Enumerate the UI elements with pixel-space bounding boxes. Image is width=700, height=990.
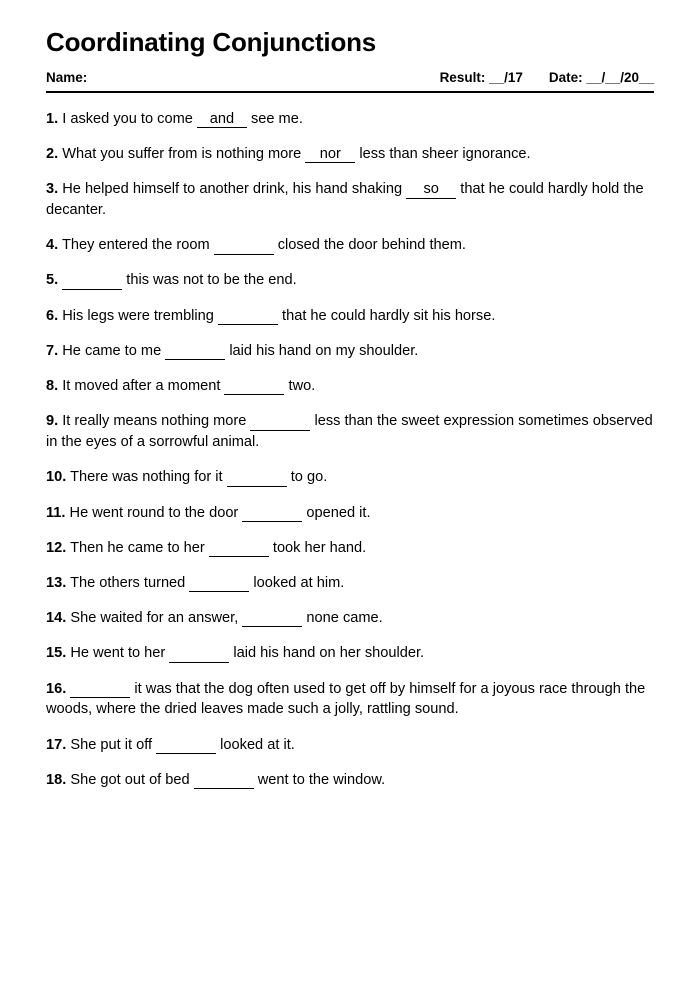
question-item	[46, 270, 654, 291]
page-title: Coordinating Conjunctions	[46, 27, 377, 57]
question-number: 15.	[46, 645, 67, 662]
questions-list	[46, 109, 654, 791]
question-number: 8.	[46, 378, 59, 395]
answer-blank[interactable]	[209, 541, 269, 557]
answer-blank[interactable]	[224, 379, 284, 395]
question-number: 1.	[46, 110, 59, 127]
worksheet-meta	[46, 70, 654, 85]
question-text-before: She got out of bed	[70, 771, 190, 788]
question-item	[46, 503, 654, 524]
question-number: 17.	[46, 736, 67, 753]
question-text-after: that he could hardly sit his horse.	[282, 307, 496, 324]
question-number: 5.	[46, 272, 59, 289]
question-item	[46, 109, 654, 130]
question-item	[46, 538, 654, 559]
question-text-after: closed the door behind them.	[277, 237, 466, 254]
question-number: 4.	[46, 237, 59, 254]
question-number: 3.	[46, 181, 59, 198]
answer-blank[interactable]	[189, 576, 249, 592]
answer-blank[interactable]	[194, 773, 254, 789]
question-text-after: less than the sweet expression sometimes observed in the eyes of a sorrowful animal.	[46, 413, 653, 451]
question-text-before: He helped himself to another drink, his hand shaking	[62, 181, 403, 198]
question-text-before: There was nothing for it	[70, 469, 223, 486]
date-field	[549, 70, 654, 85]
answer-blank[interactable]	[169, 646, 229, 662]
question-text-after: that he could hardly hold the decanter.	[46, 181, 644, 219]
question-item	[46, 573, 654, 594]
question-text-after: none came.	[306, 610, 383, 627]
question-item	[46, 735, 654, 756]
question-text-after: see me.	[250, 110, 303, 127]
question-text-before: I asked you to come	[62, 110, 193, 127]
question-text-after: to go.	[290, 469, 328, 486]
answer-blank[interactable]	[70, 682, 130, 698]
question-text-before: It moved after a moment	[62, 378, 221, 395]
question-item	[46, 341, 654, 362]
question-text-after: it was that the dog often used to get off by himself for a joyous race through the woods, where the dried leaves made such a jolly, rattling sound.	[46, 680, 646, 718]
answer-blank[interactable]	[165, 344, 225, 360]
question-text-after: laid his hand on my shoulder.	[229, 342, 419, 359]
date-value[interactable]: __/__/20__	[586, 69, 654, 85]
question-item	[46, 643, 654, 664]
answer-blank[interactable]	[218, 309, 278, 325]
answer-blank[interactable]	[214, 238, 274, 254]
question-number: 9.	[46, 413, 59, 430]
question-number: 12.	[46, 539, 67, 556]
question-item	[46, 608, 654, 629]
name-label: Name:	[46, 69, 88, 85]
question-text-after: took her hand.	[272, 539, 367, 556]
answer-blank[interactable]	[62, 273, 122, 289]
question-item	[46, 144, 654, 165]
question-text-after: opened it.	[306, 504, 371, 521]
question-text-after: laid his hand on her shoulder.	[233, 645, 425, 662]
question-text-after: went to the window.	[257, 771, 386, 788]
question-number: 2.	[46, 146, 59, 163]
question-item	[46, 179, 654, 220]
question-text-before: It really means nothing more	[62, 413, 247, 430]
answer-blank[interactable]	[242, 506, 302, 522]
answer-blank[interactable]: nor	[305, 147, 355, 163]
question-text-after: less than sheer ignorance.	[359, 146, 531, 163]
question-text-before: What you suffer from is nothing more	[62, 146, 302, 163]
question-text-before: She waited for an answer,	[70, 610, 239, 627]
question-number: 11.	[46, 504, 66, 521]
question-number: 10.	[46, 469, 67, 486]
header-divider	[46, 91, 654, 93]
question-number: 13.	[46, 574, 67, 591]
question-item	[46, 679, 654, 720]
answer-blank[interactable]: and	[197, 112, 247, 128]
question-text-before: They entered the room	[61, 237, 210, 254]
question-item	[46, 770, 654, 791]
question-item	[46, 467, 654, 488]
answer-blank[interactable]	[227, 470, 287, 486]
question-number: 7.	[46, 342, 59, 359]
question-number: 16.	[46, 680, 67, 697]
question-text-after: looked at it.	[220, 736, 295, 753]
result-label: Result:	[439, 69, 486, 85]
question-item	[46, 411, 654, 452]
question-text-before: The others turned	[70, 574, 186, 591]
question-text-after: looked at him.	[253, 574, 345, 591]
question-text-before: His legs were trembling	[62, 307, 214, 324]
question-item	[46, 376, 654, 397]
question-number: 14.	[46, 610, 67, 627]
question-text-after: this was not to be the end.	[126, 272, 297, 289]
question-text-before: She put it off	[70, 736, 153, 753]
question-text-before: Then he came to her	[70, 539, 205, 556]
question-item	[46, 306, 654, 327]
question-text-before: He came to me	[62, 342, 162, 359]
question-number: 18.	[46, 771, 67, 788]
question-text-before: He went to her	[70, 645, 166, 662]
question-item	[46, 235, 654, 256]
answer-blank[interactable]	[156, 738, 216, 754]
date-label: Date:	[548, 69, 583, 85]
question-text-before: He went round to the door	[69, 504, 239, 521]
answer-blank[interactable]	[242, 611, 302, 627]
answer-blank[interactable]	[250, 414, 310, 430]
question-number: 6.	[46, 307, 59, 324]
question-text-after: two.	[288, 378, 316, 395]
result-field	[440, 70, 523, 85]
result-value[interactable]: __/17	[489, 69, 523, 85]
answer-blank[interactable]: so	[406, 182, 456, 198]
